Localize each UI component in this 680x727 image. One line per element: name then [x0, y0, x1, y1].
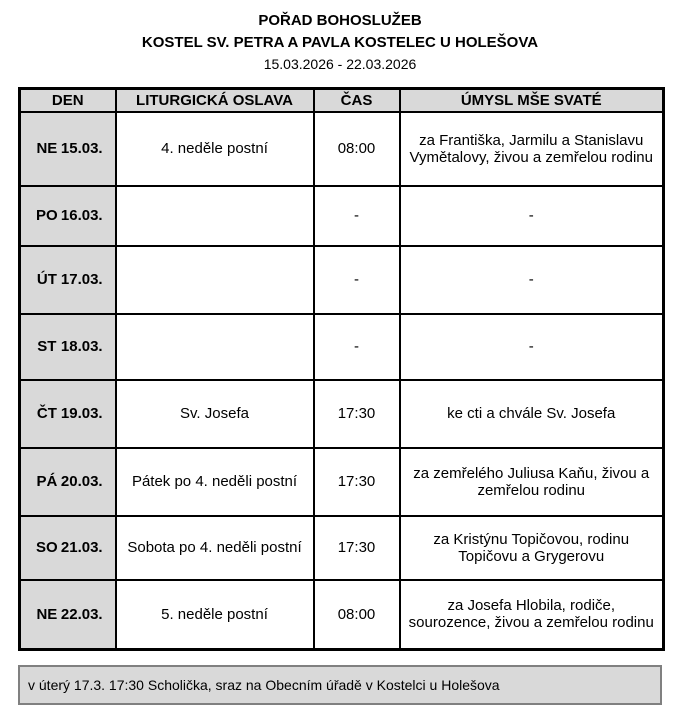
table-row [20, 448, 664, 516]
footer-note: v úterý 17.3. 17:30 Scholička, sraz na Obecním úřadě v Kostelci u Holešova [18, 665, 662, 705]
intention-cell: za Josefa Hlobila, rodiče, sourozence, živou a zemřelou rodinu [400, 580, 664, 650]
day-abbr: ČT [36, 405, 57, 422]
celebration-cell [116, 186, 314, 246]
day-cell [20, 516, 116, 580]
column-header-oslava: LITURGICKÁ OSLAVA [116, 88, 314, 112]
day-date: 20.03. [60, 473, 103, 490]
intention-cell: ke cti a chvále Sv. Josefa [400, 380, 664, 448]
day-abbr: PÁ [36, 473, 58, 490]
date-range: 15.03.2026 - 22.03.2026 [263, 55, 417, 72]
day-cell [20, 580, 116, 650]
table-row [20, 246, 664, 314]
page-title: POŘAD BOHOSLUŽEB [258, 12, 422, 29]
day-abbr: NE [36, 605, 58, 623]
day-abbr: NE [36, 140, 58, 157]
day-date: 21.03. [60, 539, 103, 556]
intention-cell: za zemřelého Juliusa Kaňu, živou a zemřelou rodinu [400, 448, 664, 516]
celebration-cell [116, 246, 314, 314]
intention-cell: - [400, 186, 664, 246]
day-date: 18.03. [60, 338, 103, 355]
day-abbr: PO [36, 207, 58, 224]
time-cell: 17:30 [314, 516, 400, 580]
table-row [20, 380, 664, 448]
table-header-row [20, 88, 664, 112]
day-cell [20, 314, 116, 380]
day-cell [20, 448, 116, 516]
day-abbr: SO [36, 539, 58, 556]
day-date: 15.03. [60, 140, 103, 157]
day-cell [20, 246, 116, 314]
celebration-cell: 4. neděle postní [116, 112, 314, 186]
day-cell [20, 186, 116, 246]
time-cell: - [314, 314, 400, 380]
celebration-cell: Pátek po 4. neděli postní [116, 448, 314, 516]
schedule-table [18, 87, 665, 652]
table-row [20, 314, 664, 380]
time-cell: 08:00 [314, 112, 400, 186]
intention-cell: za Kristýnu Topičovou, rodinu Topičovu a Grygerovu [400, 516, 664, 580]
time-cell: 17:30 [314, 380, 400, 448]
celebration-cell: 5. neděle postní [116, 580, 314, 650]
column-header-den: DEN [20, 88, 116, 112]
intention-cell: za Františka, Jarmilu a Stanislavu Vymětalovy, živou a zemřelou rodinu [400, 112, 664, 186]
table-row [20, 580, 664, 650]
intention-cell: - [400, 314, 664, 380]
day-date: 16.03. [60, 207, 103, 224]
church-name: KOSTEL SV. PETRA A PAVLA KOSTELEC U HOLEŠOVA [141, 33, 539, 51]
day-abbr: ST [37, 338, 57, 355]
celebration-cell: Sv. Josefa [116, 380, 314, 448]
table-row [20, 186, 664, 246]
time-cell: 08:00 [314, 580, 400, 650]
table-row [20, 112, 664, 186]
day-cell [20, 380, 116, 448]
document-header [18, 10, 662, 75]
time-cell: - [314, 246, 400, 314]
table-row [20, 516, 664, 580]
intention-cell: - [400, 246, 664, 314]
celebration-cell [116, 314, 314, 380]
day-cell [20, 112, 116, 186]
day-abbr: ÚT [36, 271, 57, 288]
column-header-umysl: ÚMYSL MŠE SVATÉ [400, 88, 664, 112]
time-cell: - [314, 186, 400, 246]
day-date: 19.03. [60, 405, 103, 422]
time-cell: 17:30 [314, 448, 400, 516]
column-header-cas: ČAS [314, 88, 400, 112]
celebration-cell: Sobota po 4. neděli postní [116, 516, 314, 580]
day-date: 17.03. [60, 271, 103, 288]
day-date: 22.03. [60, 605, 103, 623]
